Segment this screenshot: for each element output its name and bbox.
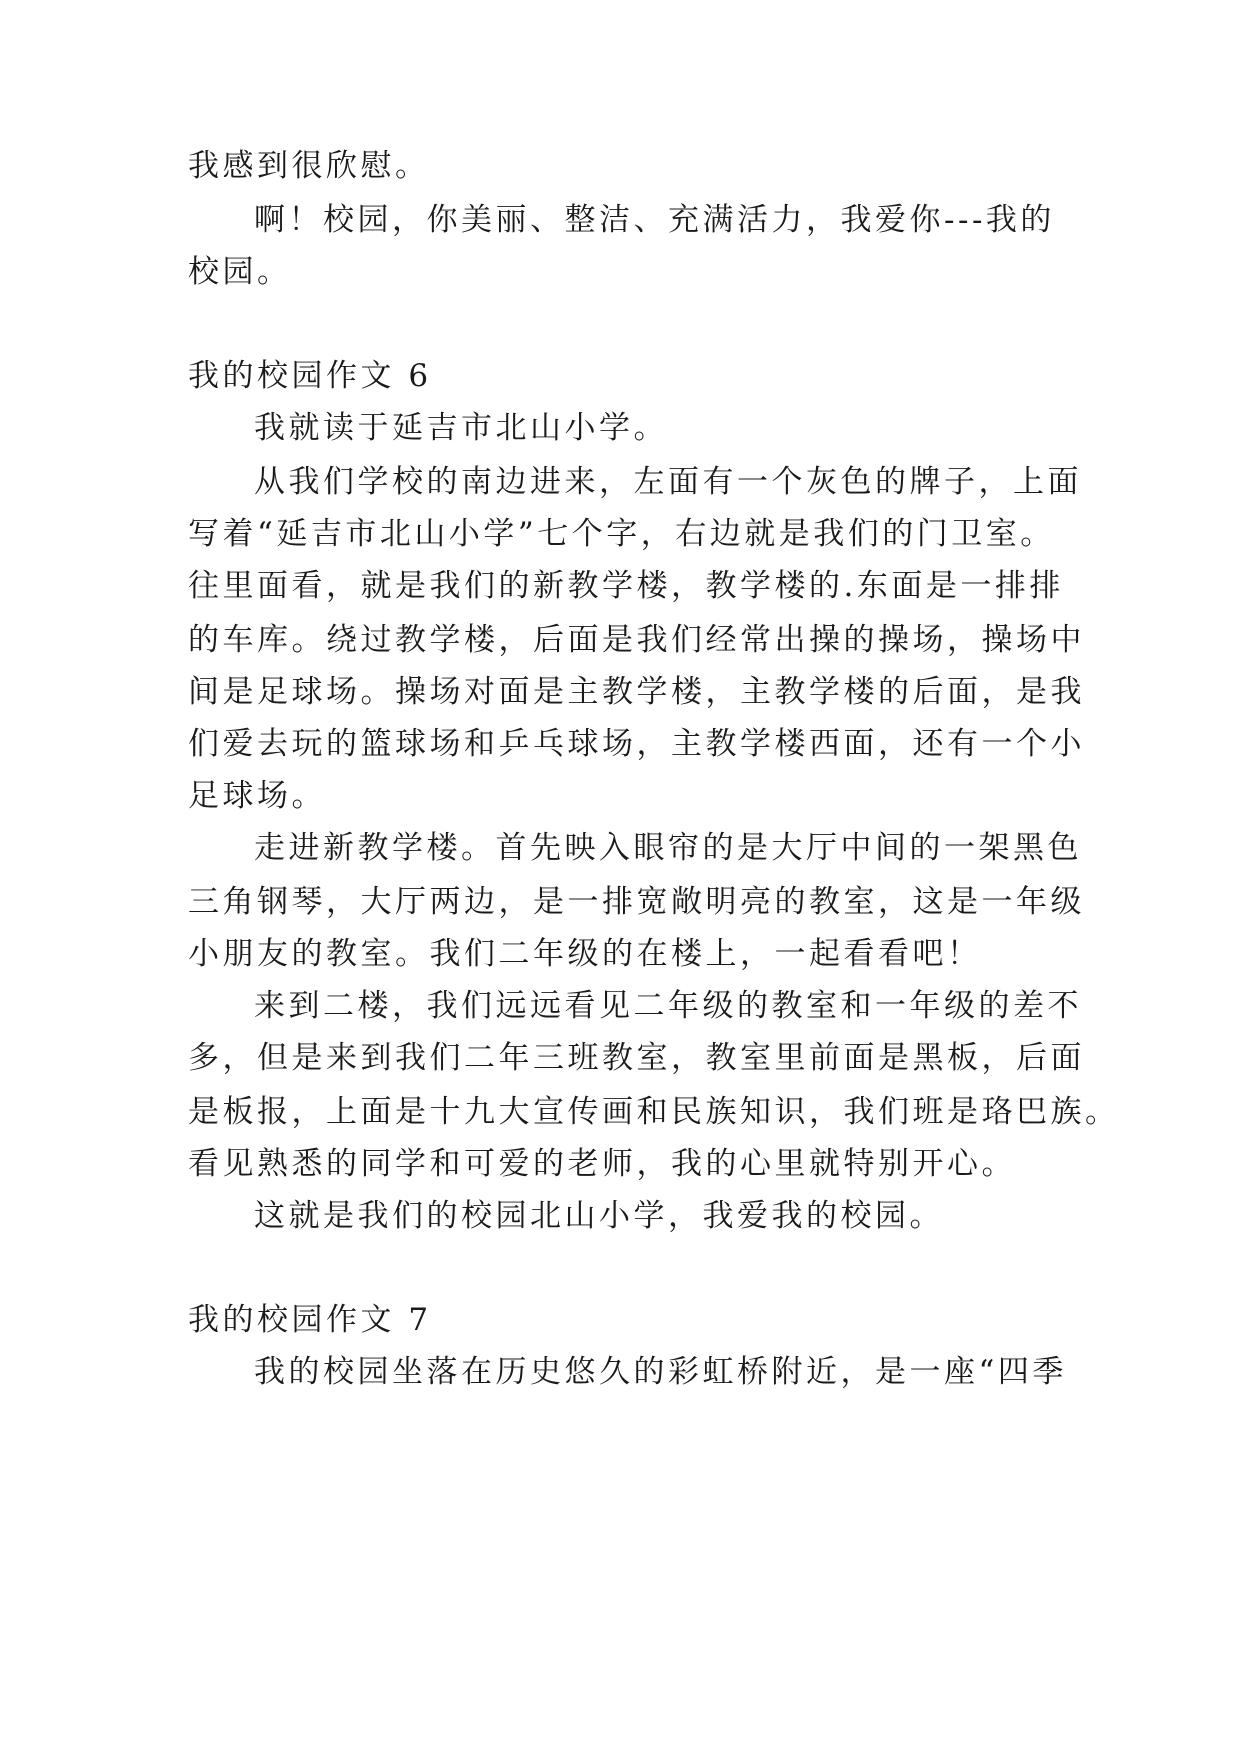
text-line: 啊！校园，你美丽、整洁、充满活力，我爱你---我的	[254, 202, 1055, 238]
text-line: 写着“延吉市北山小学”七个字，右边就是我们的门卫室。	[188, 516, 1055, 552]
text-line: 小朋友的教室。我们二年级的在楼上，一起看看吧！	[188, 936, 982, 972]
text-line: 足球场。	[188, 778, 326, 814]
text-line: 我就读于延吉市北山小学。	[254, 410, 668, 446]
section-heading: 我的校园作文 6	[188, 358, 432, 394]
text-line: 往里面看，就是我们的新教学楼，教学楼的.东面是一排排	[188, 568, 1064, 604]
text-line: 三角钢琴，大厅两边，是一排宽敞明亮的教室，这是一年级	[188, 884, 1085, 920]
text-line: 我的校园坐落在历史悠久的彩虹桥附近，是一座“四季	[254, 1354, 1067, 1390]
text-line: 看见熟悉的同学和可爱的老师，我的心里就特别开心。	[188, 1146, 1016, 1182]
text-line: 走进新教学楼。首先映入眼帘的是大厅中间的一架黑色	[254, 830, 1082, 866]
text-line: 间是足球场。操场对面是主教学楼，主教学楼的后面，是我	[188, 674, 1085, 710]
text-line: 来到二楼，我们远远看见二年级的教室和一年级的差不	[254, 988, 1082, 1024]
text-line: 是板报，上面是十九大宣传画和民族知识，我们班是珞巴族。	[188, 1094, 1120, 1130]
text-line: 从我们学校的南边进来，左面有一个灰色的牌子，上面	[254, 464, 1082, 500]
text-line: 的车库。绕过教学楼，后面是我们经常出操的操场，操场中	[188, 622, 1085, 658]
text-line: 校园。	[188, 254, 292, 290]
text-line: 这就是我们的校园北山小学，我爱我的校园。	[254, 1198, 944, 1234]
text-line: 们爱去玩的篮球场和乒乓球场，主教学楼西面，还有一个小	[188, 726, 1085, 762]
section-heading: 我的校园作文 7	[188, 1302, 432, 1338]
text-line: 我感到很欣慰。	[188, 148, 430, 184]
text-line: 多，但是来到我们二年三班教室，教室里前面是黑板，后面	[188, 1040, 1085, 1076]
